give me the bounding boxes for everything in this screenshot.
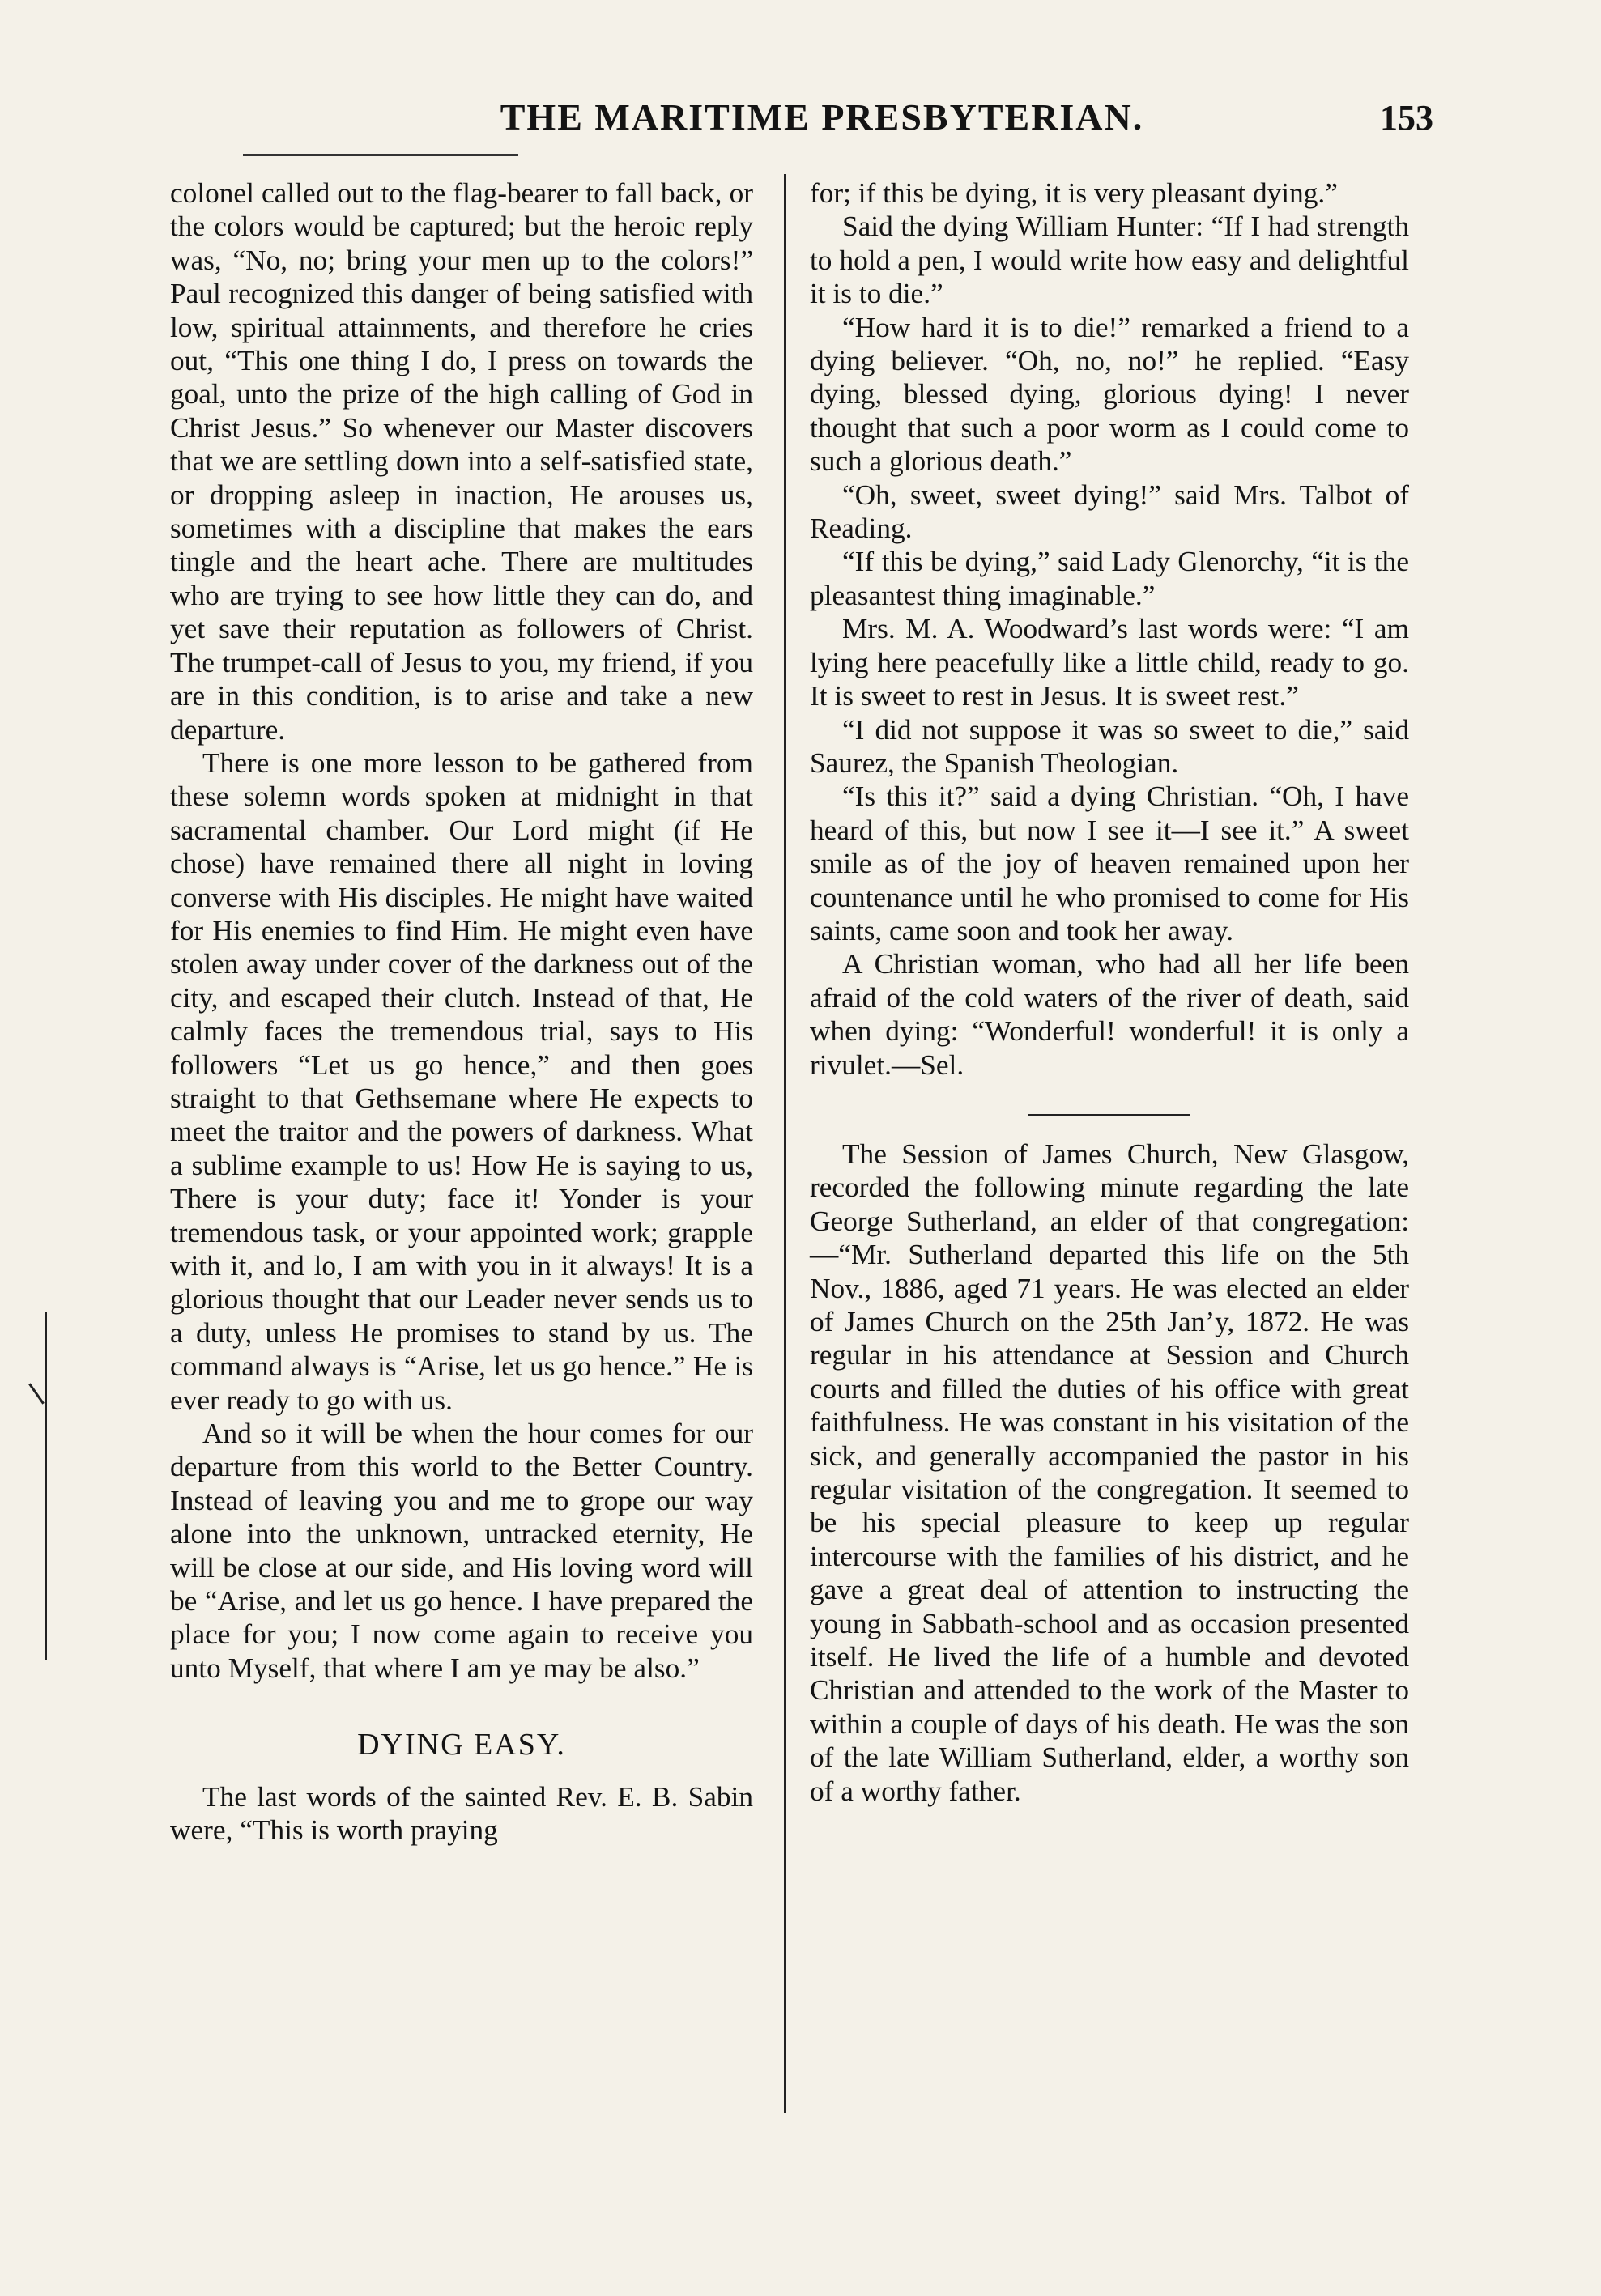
paragraph: “I did not suppose it was so sweet to die,” said Saurez, the Spanish Theologian. xyxy=(810,713,1409,779)
margin-annotation-tick xyxy=(28,1383,45,1404)
paragraph: And so it will be when the hour comes for our departure from this world to the Better Country. Instead of leaving you and me to grope our way alone into the unknown, untracked eternity, He will be close at our side, and His loving word will be “Arise, and let us go hence. I have prepared the place for you; I now come again to receive you unto Myself, that where I am ye may be also.” xyxy=(170,1418,753,1684)
column-divider xyxy=(784,174,786,2113)
paragraph: There is one more lesson to be gathered from these solemn words spoken at midnight in that sacramental chamber. Our Lord might (if He chose) have remained there all night in loving converse with His disciples. He might have waited for His enemies to find Him. He might even have stolen away under cover of the darkness out of the city, and escaped their clutch. Instead of that, He calmly faces the tremendous trial, says to His followers “Let us go hence,” and then goes straight to that Gethsemane where He expects to meet the traitor and the powers of darkness. What a sublime example to us! How He is saying to us, There is your duty; face it! Yonder is your tremendous task, or your appointed work; grapple with it, and lo, I am with you in it always! It is a glorious thought that our Leader never sends us to a duty, unless He promises to stand by us. The command always is “Arise, let us go hence.” He is ever ready to go with us. xyxy=(170,746,753,1416)
journal-title: THE MARITIME PRESBYTERIAN. xyxy=(500,96,1144,138)
paragraph: for; if this be dying, it is very pleasant dying.” xyxy=(810,177,1338,209)
paragraph: colonel called out to the flag-bearer to fall back, or the colors would be captured; but the heroic reply was, “No, no; bring your men up to the colors!” Paul recognized this danger of being satisfied with low, spiritual attainments, and therefore he cries out, “This one thing I do, I press on towards the goal, unto the prize of the high calling of God in Christ Jesus.” So whenever our Master discovers that we are settling down into a self-satisfied state, or dropping asleep in inaction, He arouses us, sometimes with a discipline that makes the ears tingle and the heart ache. There are multitudes who are trying to see how little they can do, and yet save their reputation as followers of Christ. The trumpet-call of Jesus to you, my friend, if you are in this condition, is to arise and take a new departure. xyxy=(170,177,753,746)
paragraph: “If this be dying,” said Lady Glenorchy, “it is the pleasantest thing imaginable.” xyxy=(810,546,1409,611)
paragraph: “Oh, sweet, sweet dying!” said Mrs. Talbot of Reading. xyxy=(810,478,1409,545)
paragraph: Said the dying William Hunter: “If I had strength to hold a pen, I would write how easy and delightful it is to die.” xyxy=(810,210,1409,310)
paragraph: “How hard it is to die!” remarked a friend to a dying believer. “Oh, no, no!” he replied. “Easy dying, blessed dying, glorious dying! I never thought that such a poor worm as I could come to such a glorious death.” xyxy=(810,311,1409,478)
paragraph: Mrs. M. A. Woodward’s last words were: “I am lying here peacefully like a little child, ready to go. It is sweet to rest in Jesus. It is sweet rest.” xyxy=(810,613,1409,712)
paragraph: A Christian woman, who had all her life been afraid of the cold waters of the river of death, said when dying: “Wonderful! wonderful! it is only a rivulet.—Sel. xyxy=(810,948,1409,1081)
left-column xyxy=(170,176,753,1847)
section-rule xyxy=(1028,1114,1190,1116)
section-heading: DYING EASY. xyxy=(357,1728,566,1762)
paragraph: “Is this it?” said a dying Christian. “Oh, I have heard of this, but now I see it—I see it.” A sweet smile as of the joy of heaven remained upon her countenance until he who promised to come for His saints, came soon and took her away. xyxy=(810,780,1409,946)
page-number: 153 xyxy=(1380,98,1433,138)
paragraph: The last words of the sainted Rev. E. B. Sabin were, “This is worth praying xyxy=(170,1780,753,1847)
right-column xyxy=(810,176,1409,1808)
page-header xyxy=(186,96,1433,144)
paragraph: The Session of James Church, New Glasgow, recorded the following minute regarding the late George Sutherland, an elder of that congregation:—“Mr. Sutherland departed this life on the 5th Nov., 1886, aged 71 years. He was elected an elder of James Church on the 25th Jan’y, 1872. He was regular in his attendance at Session and Church courts and filled the duties of his office with great faithfulness. He was constant in his visitation of the sick, and generally accompanied the pastor in his regular visitation of the congregation. It seemed to be his special pleasure to keep up regular intercourse with the families of his district, and he gave a great deal of attention to instructing the young in Sabbath-school and as occasion presented itself. He lived the life of a humble and devoted Christian and attended to the work of the Master to within a couple of days of his death. He was the son of the late William Sutherland, elder, a worthy son of a worthy father. xyxy=(810,1137,1409,1807)
margin-annotation-line xyxy=(45,1312,47,1660)
header-rule xyxy=(243,154,518,156)
